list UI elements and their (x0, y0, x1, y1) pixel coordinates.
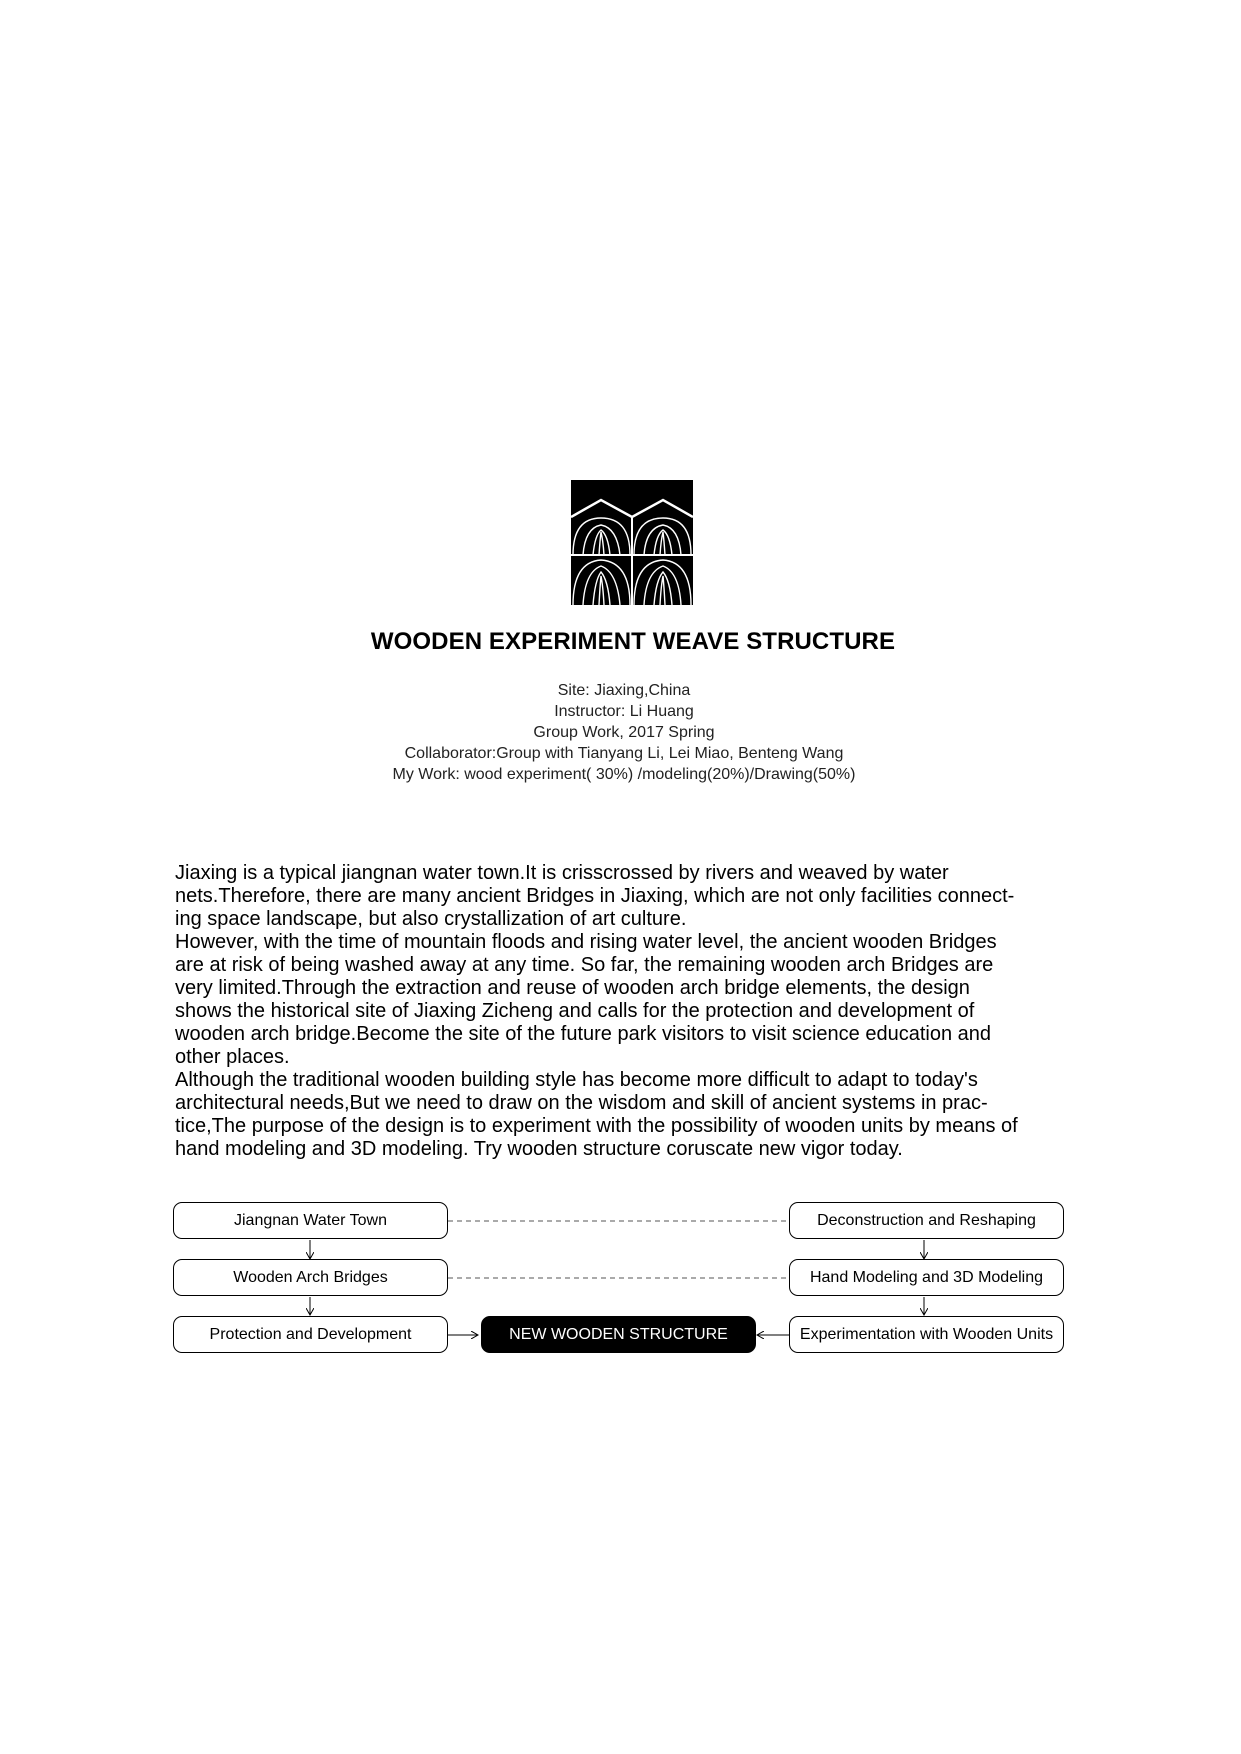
description-line: ing space landscape, but also crystallization of art culture. (175, 908, 687, 930)
description-line: However, with the time of mountain floods and rising water level, the ancient wooden Bridges (175, 931, 997, 953)
description-line: wooden arch bridge.Become the site of the future park visitors to visit science education and (175, 1023, 992, 1045)
meta-site: Site: Jiaxing,China (557, 682, 691, 699)
flow-box-deconstruction-reshaping: Deconstruction and Reshaping (789, 1202, 1064, 1239)
flow-box-experimentation-wooden-units: Experimentation with Wooden Units (789, 1316, 1064, 1353)
project-description (175, 862, 1075, 1161)
meta-group-work: Group Work, 2017 Spring (533, 724, 715, 741)
description-line: nets.Therefore, there are many ancient Bridges in Jiaxing, which are not only facilities connect- (175, 885, 1015, 907)
flow-box-hand-3d-modeling: Hand Modeling and 3D Modeling (789, 1259, 1064, 1296)
description-line: hand modeling and 3D modeling. Try wooden structure coruscate new vigor today. (175, 1138, 903, 1160)
meta-instructor: Instructor: Li Huang (554, 703, 694, 720)
meta-my-work: My Work: wood experiment( 30%) /modeling(20%)/Drawing(50%) (392, 766, 856, 783)
flow-box-jiangnan-water-town: Jiangnan Water Town (173, 1202, 448, 1239)
flow-box-protection-development: Protection and Development (173, 1316, 448, 1353)
description-line: are at risk of being washed away at any time. So far, the remaining wooden arch Bridges are (175, 954, 994, 976)
description-line: tice,The purpose of the design is to experiment with the possibility of wooden units by means of (175, 1115, 1018, 1137)
project-logo (571, 480, 693, 605)
description-line: Although the traditional wooden building style has become more difficult to adapt to today's (175, 1069, 978, 1091)
project-meta (0, 680, 1241, 785)
arch-weave-logo-icon (571, 480, 693, 605)
project-title: WOODEN EXPERIMENT WEAVE STRUCTURE (370, 628, 896, 655)
description-line: Jiaxing is a typical jiangnan water town.It is crisscrossed by rivers and weaved by water (175, 862, 949, 884)
flow-box-wooden-arch-bridges: Wooden Arch Bridges (173, 1259, 448, 1296)
meta-collaborator: Collaborator:Group with Tianyang Li, Lei Miao, Benteng Wang (404, 745, 844, 762)
description-line: other places. (175, 1046, 290, 1068)
description-line: architectural needs,But we need to draw on the wisdom and skill of ancient systems in prac- (175, 1092, 988, 1114)
description-line: very limited.Through the extraction and reuse of wooden arch bridge elements, the design (175, 977, 970, 999)
flow-box-new-wooden-structure: NEW WOODEN STRUCTURE (481, 1316, 756, 1353)
description-line: shows the historical site of Jiaxing Zicheng and calls for the protection and development of (175, 1000, 975, 1022)
